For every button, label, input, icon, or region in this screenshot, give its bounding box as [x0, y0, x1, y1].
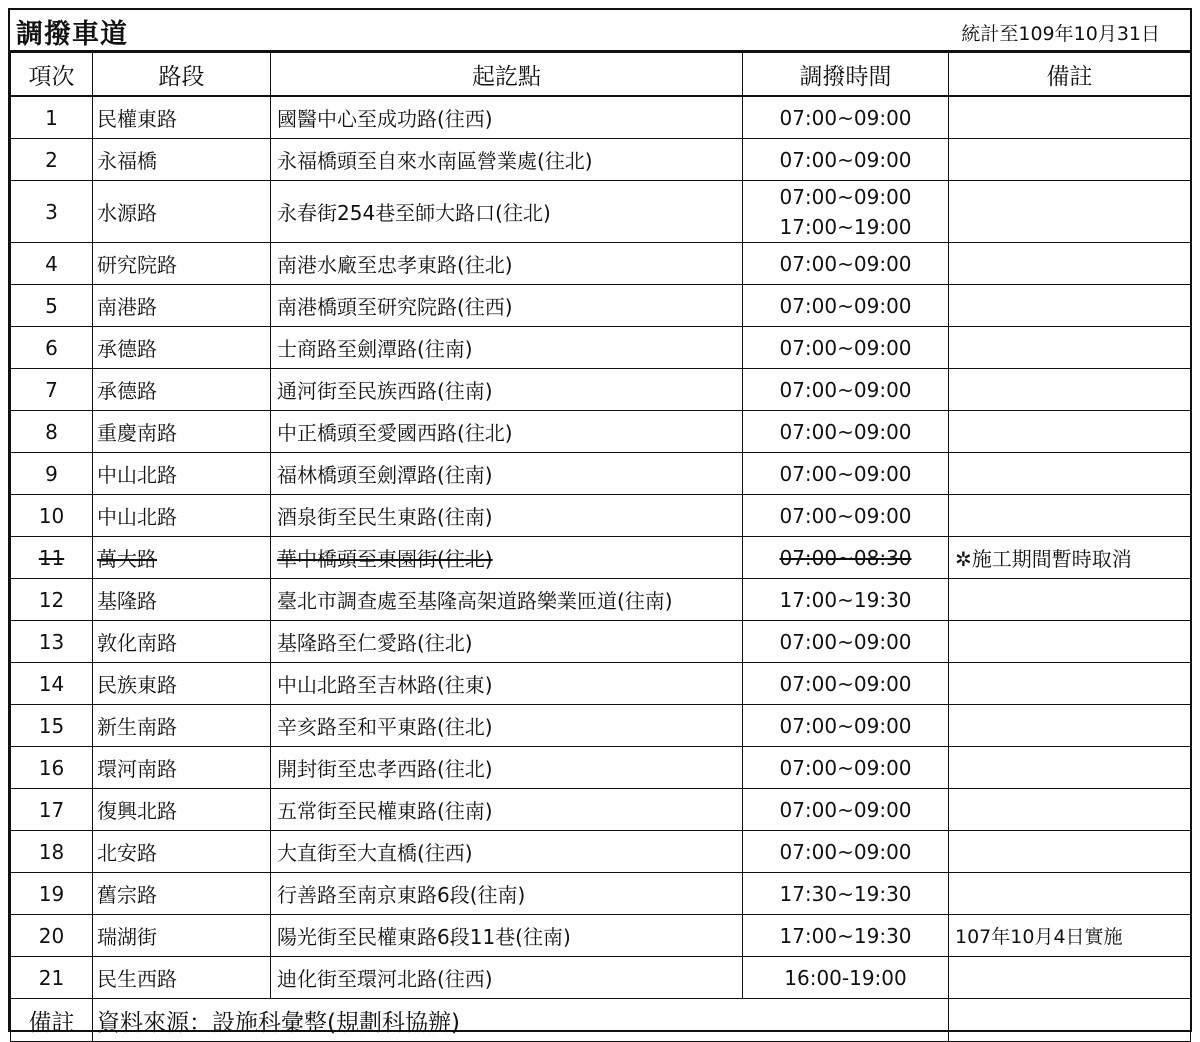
cell-note — [949, 495, 1191, 537]
cell-note — [949, 181, 1191, 243]
table-row — [11, 453, 1191, 495]
cell-time — [743, 243, 949, 285]
cell-no — [11, 369, 93, 411]
cell-road — [93, 411, 271, 453]
cell-range-text: 中山北路至吉林路(往東) — [277, 673, 493, 697]
cell-range — [271, 139, 743, 181]
cell-road — [93, 181, 271, 243]
cell-road — [93, 705, 271, 747]
cell-range — [271, 705, 743, 747]
cell-road — [93, 873, 271, 915]
cell-no-text: 6 — [45, 335, 58, 360]
cell-range-text: 臺北市調查處至基隆高架道路樂業匝道(往南) — [277, 589, 673, 613]
footer-text: 資料來源：設施科彙整(規劃科協辦) — [93, 999, 949, 1042]
cell-road-text: 萬大路 — [97, 547, 157, 571]
cell-road-text: 南港路 — [97, 295, 157, 319]
cell-range-text: 南港橋頭至研究院路(往西) — [277, 295, 513, 319]
lane-table-sheet — [8, 8, 1192, 1036]
cell-no-text: 20 — [38, 923, 65, 948]
cell-road — [93, 621, 271, 663]
cell-no-text: 2 — [45, 147, 58, 172]
cell-time — [743, 369, 949, 411]
cell-no — [11, 453, 93, 495]
cell-range — [271, 369, 743, 411]
cell-no — [11, 285, 93, 327]
cell-note — [949, 327, 1191, 369]
cell-road-text: 民族東路 — [97, 673, 177, 697]
cell-note: 107年10月4日實施 — [949, 915, 1191, 957]
cell-time — [743, 453, 949, 495]
cell-time — [743, 873, 949, 915]
cell-range-text: 五常街至民權東路(往南) — [277, 799, 493, 823]
cell-road — [93, 579, 271, 621]
cell-no — [11, 663, 93, 705]
cell-no-text: 16 — [38, 755, 65, 780]
table-row — [11, 579, 1191, 621]
cell-no — [11, 957, 93, 999]
cell-range-text: 陽光街至民權東路6段11巷(往南) — [277, 925, 571, 949]
cell-range — [271, 243, 743, 285]
cell-time-text: 16:00-19:00 — [784, 965, 907, 990]
table-row — [11, 243, 1191, 285]
cell-road-text: 新生南路 — [97, 715, 177, 739]
cell-road — [93, 537, 271, 579]
cell-range-text: 南港水廠至忠孝東路(往北) — [277, 253, 513, 277]
cell-no-text: 12 — [38, 587, 65, 612]
cell-time — [743, 327, 949, 369]
cell-note — [949, 831, 1191, 873]
cell-no — [11, 915, 93, 957]
cell-road-text: 敦化南路 — [97, 631, 177, 655]
cell-no — [11, 747, 93, 789]
cell-road — [93, 789, 271, 831]
cell-time-text: 07:00~09:00 — [779, 251, 912, 276]
footer-row — [11, 999, 1191, 1042]
cell-no — [11, 621, 93, 663]
table-row — [11, 537, 1191, 579]
cell-road-text: 民生西路 — [97, 967, 177, 991]
cell-road-text: 環河南路 — [97, 757, 177, 781]
cell-time-text: 07:00~09:00 — [779, 377, 912, 402]
cell-time-text: 07:00~09:00 — [779, 503, 912, 528]
cell-time — [743, 285, 949, 327]
cell-range — [271, 411, 743, 453]
cell-note — [949, 873, 1191, 915]
cell-range — [271, 663, 743, 705]
cell-time — [743, 663, 949, 705]
table-row — [11, 495, 1191, 537]
cell-range — [271, 621, 743, 663]
cell-time — [743, 139, 949, 181]
cell-range-text: 迪化街至環河北路(往西) — [277, 967, 493, 991]
cell-road-text: 復興北路 — [97, 799, 177, 823]
table-row — [11, 831, 1191, 873]
cell-no — [11, 579, 93, 621]
cell-road — [93, 831, 271, 873]
cell-no — [11, 705, 93, 747]
cell-road — [93, 495, 271, 537]
cell-road-text: 中山北路 — [97, 505, 177, 529]
cell-note — [949, 621, 1191, 663]
cell-time — [743, 747, 949, 789]
cell-note — [949, 663, 1191, 705]
cell-time-text: 07:00~09:00 — [779, 147, 912, 172]
cell-time — [743, 181, 949, 243]
cell-no-text: 7 — [45, 377, 58, 402]
cell-no-text: 14 — [38, 671, 65, 696]
cell-time-text: 07:00~08:30 — [779, 545, 912, 570]
cell-note — [949, 243, 1191, 285]
cell-road — [93, 327, 271, 369]
cell-range-text: 永春街254巷至師大路口(往北) — [277, 201, 551, 225]
header-note: 備註 — [949, 53, 1191, 97]
cell-time-text: 07:00~09:00 — [779, 629, 912, 654]
header-range: 起訖點 — [271, 53, 743, 97]
cell-road-text: 永福橋 — [97, 149, 157, 173]
cell-road-text: 中山北路 — [97, 463, 177, 487]
cell-range-text: 福林橋頭至劍潭路(往南) — [277, 463, 493, 487]
cell-note — [949, 957, 1191, 999]
cell-no — [11, 789, 93, 831]
cell-range — [271, 915, 743, 957]
cell-note — [949, 579, 1191, 621]
cell-no — [11, 873, 93, 915]
stat-date: 統計至109年10月31日 — [961, 23, 1160, 45]
cell-note — [949, 139, 1191, 181]
cell-road — [93, 96, 271, 139]
cell-no — [11, 537, 93, 579]
cell-note — [949, 96, 1191, 139]
cell-road — [93, 243, 271, 285]
cell-time — [743, 579, 949, 621]
cell-time — [743, 495, 949, 537]
cell-no-text: 9 — [45, 461, 58, 486]
cell-time — [743, 957, 949, 999]
header-road: 路段 — [93, 53, 271, 97]
cell-road — [93, 453, 271, 495]
cell-time — [743, 621, 949, 663]
footer-empty — [949, 999, 1191, 1042]
cell-range — [271, 181, 743, 243]
cell-no-text: 5 — [45, 293, 58, 318]
cell-no-text: 1 — [45, 105, 58, 130]
cell-road — [93, 139, 271, 181]
cell-note — [949, 411, 1191, 453]
cell-road-text: 民權東路 — [97, 107, 177, 131]
cell-range — [271, 495, 743, 537]
cell-road — [93, 285, 271, 327]
page-title: 調撥車道 — [16, 19, 128, 50]
cell-note — [949, 285, 1191, 327]
cell-no — [11, 181, 93, 243]
cell-range — [271, 453, 743, 495]
cell-no-text: 21 — [38, 965, 65, 990]
cell-road-text: 基隆路 — [97, 589, 157, 613]
cell-note: ✲施工期間暫時取消 — [949, 537, 1191, 579]
cell-no-text: 13 — [38, 629, 65, 654]
cell-range-text: 中正橋頭至愛國西路(往北) — [277, 421, 513, 445]
cell-time-text: 07:00~09:00 — [779, 671, 912, 696]
cell-range-text: 開封街至忠孝西路(往北) — [277, 757, 493, 781]
cell-road — [93, 957, 271, 999]
cell-range-text: 華中橋頭至東園街(往北) — [277, 547, 493, 571]
table-row — [11, 957, 1191, 999]
cell-time-text: 17:00~19:30 — [779, 587, 912, 612]
table-row — [11, 789, 1191, 831]
cell-time-text: 17:00~19:30 — [779, 923, 912, 948]
cell-time — [743, 831, 949, 873]
cell-road-text: 承德路 — [97, 379, 157, 403]
cell-no — [11, 411, 93, 453]
cell-no-text: 19 — [38, 881, 65, 906]
cell-no-text: 8 — [45, 419, 58, 444]
cell-range — [271, 789, 743, 831]
cell-time-text: 07:00~09:00 — [779, 419, 912, 444]
table-row — [11, 663, 1191, 705]
cell-note — [949, 747, 1191, 789]
cell-time — [743, 915, 949, 957]
table-row — [11, 873, 1191, 915]
cell-time-text: 07:00~09:00 — [779, 105, 912, 130]
lane-table — [10, 52, 1191, 1042]
table-row — [11, 285, 1191, 327]
cell-range-text: 永福橋頭至自來水南區營業處(往北) — [277, 149, 593, 173]
table-row — [11, 411, 1191, 453]
cell-time-text: 07:00~09:00 — [779, 293, 912, 318]
table-row — [11, 96, 1191, 139]
cell-note — [949, 789, 1191, 831]
table-row — [11, 621, 1191, 663]
cell-range-text: 酒泉街至民生東路(往南) — [277, 505, 493, 529]
table-row — [11, 915, 1191, 957]
cell-no — [11, 831, 93, 873]
table-row — [11, 369, 1191, 411]
cell-range — [271, 537, 743, 579]
table-row — [11, 181, 1191, 243]
cell-range — [271, 873, 743, 915]
cell-range-text: 行善路至南京東路6段(往南) — [277, 883, 526, 907]
cell-range — [271, 957, 743, 999]
table-row — [11, 139, 1191, 181]
title-bar — [10, 10, 1190, 52]
cell-range-text: 國醫中心至成功路(往西) — [277, 107, 493, 131]
cell-range — [271, 96, 743, 139]
cell-time — [743, 789, 949, 831]
cell-note — [949, 453, 1191, 495]
cell-time-text: 17:00~19:00 — [779, 214, 912, 239]
cell-range — [271, 747, 743, 789]
cell-range — [271, 285, 743, 327]
cell-range-text: 士商路至劍潭路(往南) — [277, 337, 473, 361]
cell-no-text: 18 — [38, 839, 65, 864]
header-time: 調撥時間 — [743, 53, 949, 97]
cell-road — [93, 369, 271, 411]
table-row — [11, 747, 1191, 789]
cell-time-text: 07:00~09:00 — [779, 184, 912, 209]
cell-time — [743, 537, 949, 579]
cell-road-text: 研究院路 — [97, 253, 177, 277]
cell-time-text: 07:00~09:00 — [779, 335, 912, 360]
cell-time — [743, 96, 949, 139]
cell-range — [271, 327, 743, 369]
cell-range-text: 辛亥路至和平東路(往北) — [277, 715, 493, 739]
header-no: 項次 — [11, 53, 93, 97]
cell-note — [949, 705, 1191, 747]
cell-road-text: 承德路 — [97, 337, 157, 361]
cell-range — [271, 579, 743, 621]
cell-road-text: 水源路 — [97, 201, 157, 225]
cell-range-text: 基隆路至仁愛路(往北) — [277, 631, 473, 655]
cell-road-text: 北安路 — [97, 841, 157, 865]
cell-no-text: 17 — [38, 797, 65, 822]
cell-time-text: 17:30~19:30 — [779, 881, 912, 906]
cell-time-text: 07:00~09:00 — [779, 839, 912, 864]
cell-time-text: 07:00~09:00 — [779, 797, 912, 822]
table-header-row — [11, 53, 1191, 97]
cell-note — [949, 369, 1191, 411]
cell-no-text: 15 — [38, 713, 65, 738]
cell-time-text: 07:00~09:00 — [779, 461, 912, 486]
cell-range-text: 通河街至民族西路(往南) — [277, 379, 493, 403]
cell-road-text: 瑞湖街 — [97, 925, 157, 949]
cell-time — [743, 705, 949, 747]
cell-no-text: 10 — [38, 503, 65, 528]
cell-no-text: 11 — [38, 545, 65, 570]
cell-road — [93, 663, 271, 705]
cell-no — [11, 327, 93, 369]
cell-road-text: 舊宗路 — [97, 883, 157, 907]
cell-no — [11, 96, 93, 139]
cell-no-text: 4 — [45, 251, 58, 276]
cell-range — [271, 831, 743, 873]
cell-no — [11, 139, 93, 181]
cell-road-text: 重慶南路 — [97, 421, 177, 445]
cell-no — [11, 495, 93, 537]
cell-time-text: 07:00~09:00 — [779, 755, 912, 780]
footer-label: 備註 — [11, 999, 93, 1042]
cell-time-text: 07:00~09:00 — [779, 713, 912, 738]
cell-road — [93, 747, 271, 789]
cell-time — [743, 411, 949, 453]
cell-no-text: 3 — [45, 199, 58, 224]
table-row — [11, 705, 1191, 747]
cell-no — [11, 243, 93, 285]
cell-road — [93, 915, 271, 957]
table-body — [11, 96, 1191, 999]
table-row — [11, 327, 1191, 369]
cell-range-text: 大直街至大直橋(往西) — [277, 841, 473, 865]
